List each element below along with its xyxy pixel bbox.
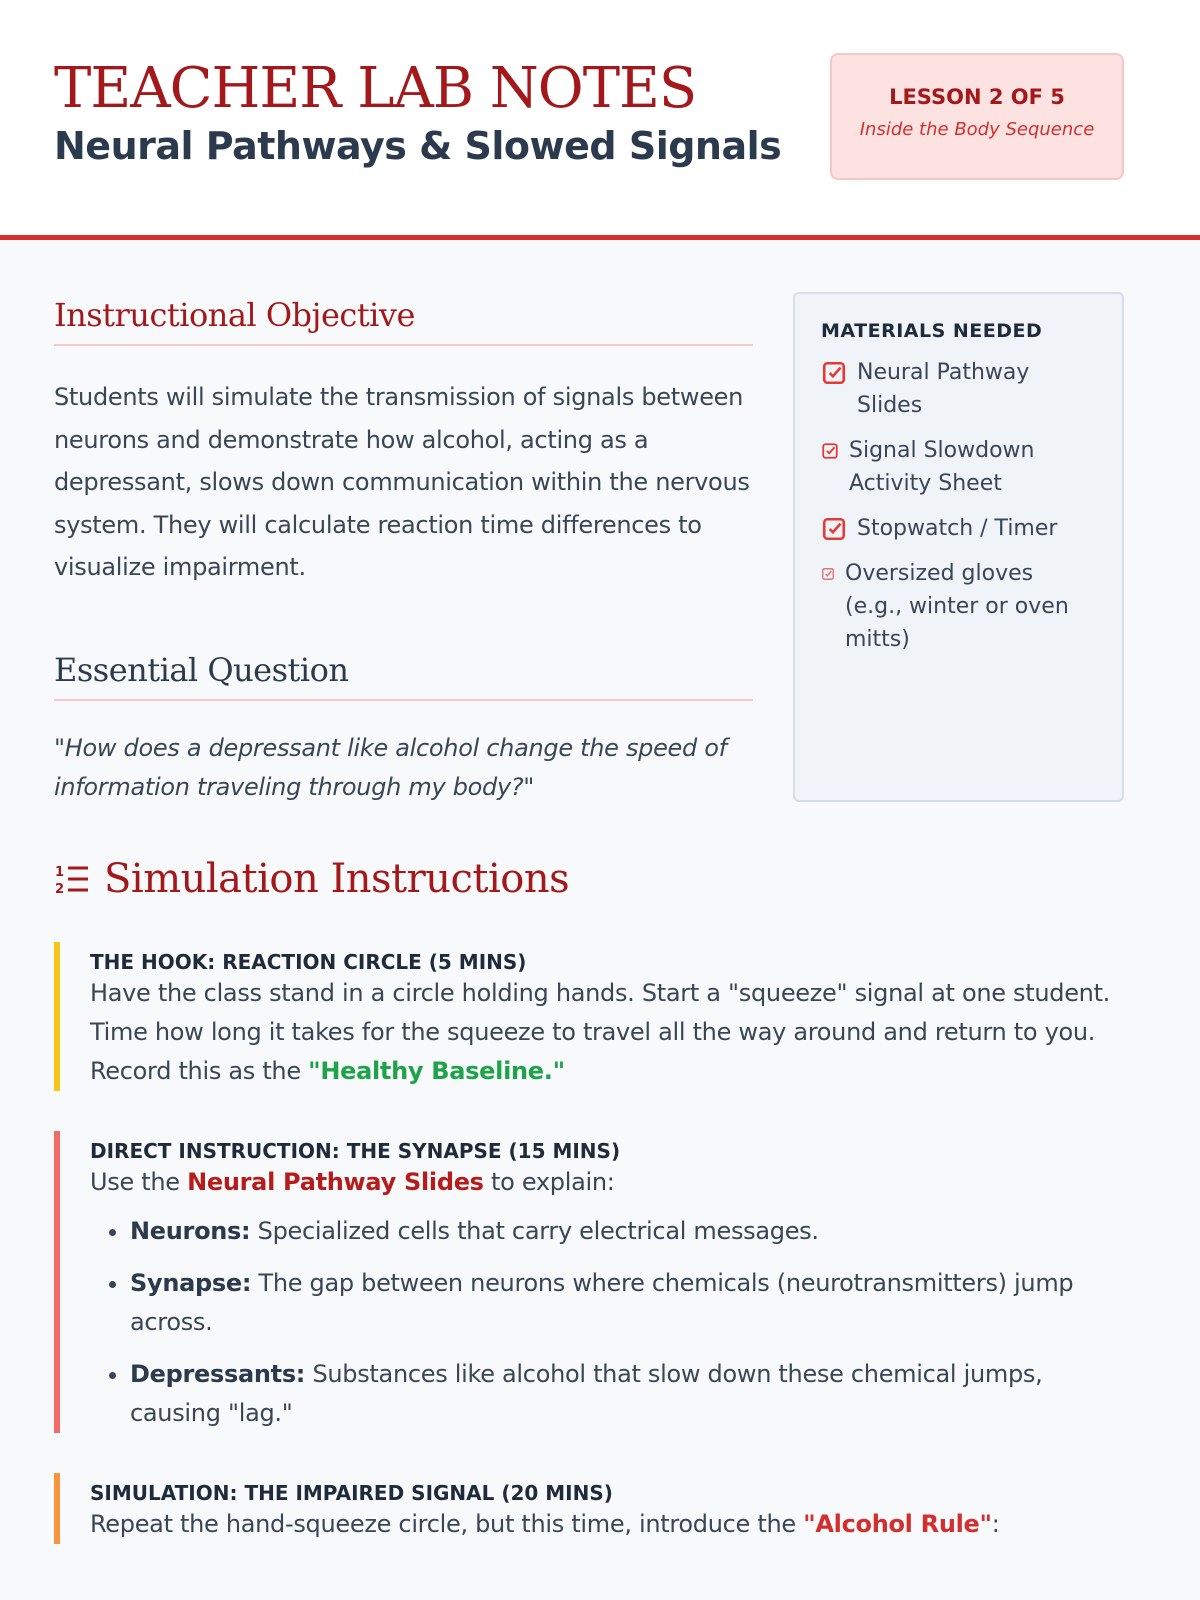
step-title: THE HOOK: REACTION CIRCLE (5 MINS) xyxy=(90,950,527,974)
material-item: Oversized gloves (e.g., winter or oven mitts) xyxy=(821,557,1096,656)
step-hook xyxy=(54,942,1124,1091)
essential-question-section xyxy=(54,651,753,807)
objective-heading: Instructional Objective xyxy=(54,296,753,346)
simulation-section xyxy=(54,856,1124,1544)
svg-text:2: 2 xyxy=(55,882,64,896)
bullet-item: • Neurons: Specialized cells that carry electrical messages. xyxy=(130,1212,1124,1251)
step-text: Repeat the hand-squeeze circle, but this time, introduce the "Alcohol Rule": xyxy=(90,1510,1000,1538)
checkbox-icon xyxy=(821,356,847,389)
step-title: SIMULATION: THE IMPAIRED SIGNAL (20 MINS) xyxy=(90,1481,613,1505)
bullet-item: • Depressants: Substances like alcohol that slow down these chemical jumps, causing "lag." xyxy=(130,1355,1124,1433)
step-direct-instruction xyxy=(54,1131,1124,1433)
checkbox-icon xyxy=(821,512,847,545)
lesson-badge xyxy=(830,53,1124,180)
checkbox-icon xyxy=(821,557,835,590)
svg-text:1: 1 xyxy=(55,865,64,880)
numbered-list-icon xyxy=(54,862,90,896)
step-text: Use the Neural Pathway Slides to explain: xyxy=(90,1168,615,1196)
lesson-number: LESSON 2 OF 5 xyxy=(889,85,1065,109)
material-item: Signal Slowdown Activity Sheet xyxy=(821,434,1096,500)
material-item: Stopwatch / Timer xyxy=(821,512,1096,545)
objective-section xyxy=(54,296,753,589)
page-title: TEACHER LAB NOTES xyxy=(54,56,697,121)
header xyxy=(0,0,1200,240)
material-item: Neural Pathway Slides xyxy=(821,356,1096,422)
question-text: "How does a depressant like alcohol change the speed of information traveling through my body?" xyxy=(54,733,727,801)
checkbox-icon xyxy=(821,434,839,467)
bullet-item: • Synapse: The gap between neurons where chemicals (neurotransmitters) jump across. xyxy=(130,1264,1124,1342)
objective-text: Students will simulate the transmission of signals between neurons and demonstrate how alcohol, acting as a depressant, slows down communication within the nervous system. They will calculate reaction time differences to visualize impairment. xyxy=(54,383,750,581)
materials-panel xyxy=(793,292,1124,802)
step-text: Have the class stand in a circle holding hands. Start a "squeeze" signal at one student. Time how long it takes for the squeeze to travel all the way around and return to you. Record this as the "Healthy Baseline." xyxy=(90,979,1111,1085)
step-title: DIRECT INSTRUCTION: THE SYNAPSE (15 MINS) xyxy=(90,1139,621,1163)
materials-heading: MATERIALS NEEDED xyxy=(821,320,1043,342)
question-heading: Essential Question xyxy=(54,651,753,701)
lesson-sequence: Inside the Body Sequence xyxy=(859,119,1095,140)
step-simulation xyxy=(54,1473,1124,1544)
simulation-heading: 1 2 Simulation Instructions xyxy=(55,856,570,902)
page-subtitle: Neural Pathways & Slowed Signals xyxy=(54,124,782,168)
